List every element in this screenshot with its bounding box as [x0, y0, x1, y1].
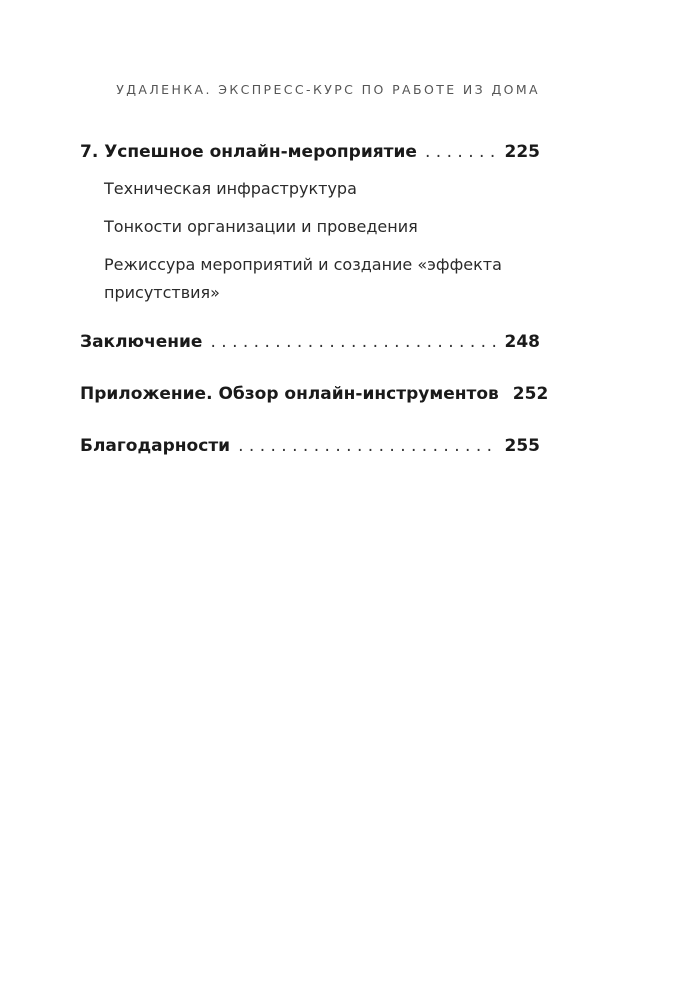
toc-entry-title: 7. Успешное онлайн-мероприятие	[80, 142, 417, 162]
toc-entry-title: Заключение	[80, 332, 203, 352]
toc-subsection[interactable]: Техническая инфраструктура	[104, 179, 357, 198]
toc-entry[interactable]	[80, 433, 540, 459]
toc-entry[interactable]	[80, 139, 540, 165]
dot-leader	[425, 139, 499, 165]
running-header: УДАЛЕНКА. ЭКСПРЕСС-КУРС ПО РАБОТЕ ИЗ ДОМА	[116, 82, 540, 97]
toc-entry[interactable]	[80, 329, 540, 355]
toc-subsection-list	[104, 175, 540, 307]
toc-entry-page-number: 255	[504, 436, 540, 456]
dot-leader	[238, 433, 498, 459]
toc-entry-title: Приложение. Обзор онлайн-инструментов	[80, 384, 499, 404]
toc-subsection[interactable]: Тонкости организации и проведения	[104, 217, 418, 236]
toc-entry-page-number: 225	[504, 142, 540, 162]
table-of-contents	[80, 139, 549, 459]
toc-entry-title: Благодарности	[80, 436, 231, 456]
toc-subsection[interactable]: Режиссура мероприятий и создание «эффекта присутствия»	[104, 255, 502, 302]
toc-entry-page-number: 248	[504, 332, 540, 352]
dot-leader	[210, 329, 498, 355]
toc-entry-page-number: 252	[512, 384, 549, 404]
toc-chapter-7	[80, 139, 540, 307]
toc-entry[interactable]	[80, 381, 549, 407]
